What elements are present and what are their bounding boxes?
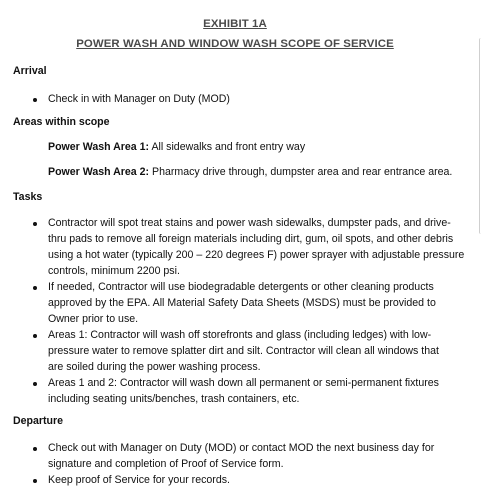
- arrival-bullet-1: Check in with Manager on Duty (MOD): [48, 93, 230, 105]
- bullet-dot: [33, 98, 37, 102]
- tasks-bullet-4-line-1: Areas 1 and 2: Contractor will wash down all permanent or semi-permanent fixtures: [48, 377, 439, 389]
- tasks-bullet-1-line-1: Contractor will spot treat stains and power wash sidewalks, dumpster pads, and drive-: [48, 217, 451, 229]
- bullet-dot: [33, 382, 37, 386]
- arrival-heading: Arrival: [13, 65, 47, 77]
- bullet-dot: [33, 334, 37, 338]
- scrollbar-edge[interactable]: [479, 38, 483, 234]
- power-wash-area-2: [48, 165, 452, 179]
- departure-heading: Departure: [13, 415, 64, 427]
- tasks-bullet-1-line-3: using a hot water (typically 200 – 220 degrees F) power sprayer with adjustable pressure: [48, 249, 465, 261]
- tasks-bullet-3-line-3: are soiled during the power washing process.: [48, 361, 261, 373]
- exhibit-label: EXHIBIT 1A: [203, 18, 267, 30]
- departure-bullet-1-line-2: signature and completion of Proof of Service form.: [48, 458, 284, 470]
- tasks-bullet-2-line-3: Owner prior to use.: [48, 313, 139, 325]
- bullet-dot: [33, 447, 37, 451]
- tasks-heading: Tasks: [13, 191, 43, 203]
- power-wash-area-1: [48, 140, 305, 154]
- area-2-label: Power Wash Area 2:: [48, 166, 150, 178]
- area-2-text: Pharmacy drive through, dumpster area and rear entrance area.: [152, 166, 453, 178]
- tasks-bullet-1-line-4: controls, minimum 2200 psi.: [48, 265, 180, 277]
- tasks-bullet-2-line-1: If needed, Contractor will use biodegradable detergents or other cleaning products: [48, 281, 434, 293]
- area-1-label: Power Wash Area 1:: [48, 141, 150, 153]
- bullet-dot: [33, 286, 37, 290]
- tasks-bullet-4-line-2: including seating units/benches, trash containers, etc.: [48, 393, 300, 405]
- bullet-dot: [33, 479, 37, 483]
- area-1-text: All sidewalks and front entry way: [151, 141, 306, 153]
- tasks-bullet-3-line-2: pressure water to remove splatter dirt and silt. Contractor will clean all windows that: [48, 345, 439, 357]
- departure-bullet-2: Keep proof of Service for your records.: [48, 474, 230, 486]
- areas-heading: Areas within scope: [13, 116, 110, 128]
- document-title: POWER WASH AND WINDOW WASH SCOPE OF SERVICE: [76, 38, 394, 50]
- tasks-bullet-1-line-2: thru pads to remove all foreign materials including dirt, gum, oil spots, and other debris: [48, 233, 454, 245]
- departure-bullet-1-line-1: Check out with Manager on Duty (MOD) or contact MOD the next business day for: [48, 442, 435, 454]
- bullet-dot: [33, 222, 37, 226]
- tasks-bullet-2-line-2: approved by the EPA. All Material Safety Data Sheets (MSDS) must be provided to: [48, 297, 436, 309]
- tasks-bullet-3-line-1: Areas 1: Contractor will wash off storefronts and glass (including ledges) with low-: [48, 329, 432, 341]
